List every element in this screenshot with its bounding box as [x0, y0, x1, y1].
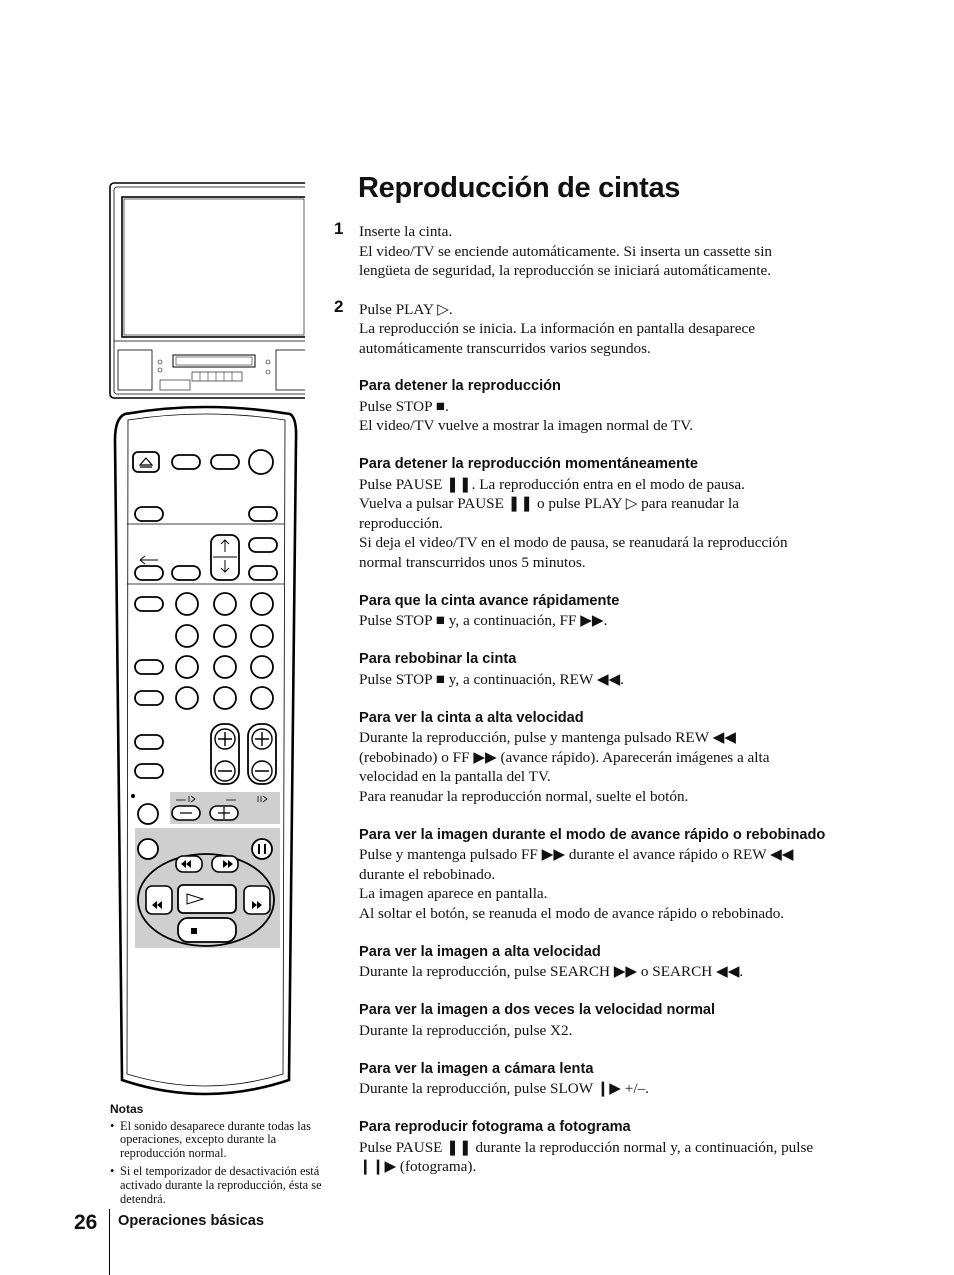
step-text: lengüeta de seguridad, la reproducción se iniciará automáticamente. [359, 262, 771, 279]
section-text: reproducción. [359, 514, 443, 532]
section-text: Vuelva a pulsar PAUSE ❚❚ o pulse PLAY ▷ para reanudar la [359, 495, 739, 512]
section-high-speed-tape [359, 709, 919, 807]
section-heading: Para ver la imagen a alta velocidad [359, 943, 601, 960]
section-text: (rebobinado) o FF ▶▶ (avance rápido). Aparecerán imágenes a alta [359, 748, 770, 766]
section-text: Al soltar el botón, se reanuda el modo de avance rápido o rebobinado. [359, 904, 785, 922]
section-text: El video/TV vuelve a mostrar la imagen normal de TV. [359, 417, 694, 434]
tv-and-remote-illustration [105, 178, 305, 1103]
tv-vcr-unit [110, 183, 305, 398]
section-text: normal transcurridos unos 5 minutos. [359, 553, 586, 571]
section-text: Si deja el video/TV en el modo de pausa, se reanudará la reproducción [359, 534, 788, 551]
notes-list [110, 1120, 328, 1207]
section-text: Pulse STOP ■ y, a continuación, REW ◀◀. [359, 670, 624, 688]
step-number: 1 [334, 219, 344, 238]
step-1 [334, 219, 919, 281]
section-pause [359, 455, 919, 572]
section-heading: Para rebobinar la cinta [359, 651, 517, 667]
section-text: Pulse STOP ■ y, a continuación, FF ▶▶. [359, 612, 608, 629]
section-text: Pulse STOP ■. [359, 397, 449, 415]
main-content [334, 219, 919, 1196]
section-text: ❙❙▶ (fotograma). [359, 1158, 477, 1175]
step-text: automáticamente transcurridos varios segundos. [359, 339, 651, 357]
section-stop [359, 377, 919, 436]
section-heading: Para ver la cinta a alta velocidad [359, 709, 584, 726]
notes-box [110, 1103, 328, 1211]
section-slow-motion [359, 1060, 919, 1099]
section-heading: Para reproducir fotograma a fotograma [359, 1119, 631, 1135]
section-frame-by-frame [359, 1118, 919, 1177]
footer-section-name: Operaciones básicas [118, 1213, 265, 1229]
section-text: La imagen aparece en pantalla. [359, 885, 548, 902]
step-text: La reproducción se inicia. La información en pantalla desaparece [359, 320, 755, 337]
section-heading: Para ver la imagen a dos veces la velocidad normal [359, 1002, 716, 1018]
section-text: Durante la reproducción, pulse y mantenga pulsado REW ◀◀ [359, 729, 736, 746]
section-heading: Para que la cinta avance rápidamente [359, 592, 620, 609]
section-rewind [359, 650, 919, 689]
section-text: Durante la reproducción, pulse SEARCH ▶▶ o SEARCH ◀◀. [359, 963, 744, 980]
page-title: Reproducción de cintas [358, 172, 681, 204]
section-text: Para reanudar la reproducción normal, suelte el botón. [359, 787, 689, 805]
section-text: Durante la reproducción, pulse X2. [359, 1021, 573, 1039]
section-picture-during-ff-rew [359, 826, 919, 924]
footer-divider [109, 1209, 110, 1275]
remote-control [115, 407, 296, 1094]
note-item: • Si el temporizador de desactivación está activado durante la reproducción, ésta se detendrá. [110, 1165, 328, 1206]
page-number: 26 [74, 1211, 98, 1234]
step-2 [334, 296, 919, 359]
section-x2 [359, 1001, 919, 1040]
section-heading: Para detener la reproducción [359, 378, 561, 394]
section-text: velocidad en la pantalla del TV. [359, 768, 551, 785]
section-text: Durante la reproducción, pulse SLOW ❙▶ +/–. [359, 1080, 649, 1097]
section-heading: Para ver la imagen a cámara lenta [359, 1060, 594, 1077]
section-fast-forward [359, 592, 919, 631]
section-heading: Para ver la imagen durante el modo de avance rápido o rebobinado [359, 826, 826, 843]
section-text: Pulse PAUSE ❚❚ durante la reproducción normal y, a continuación, pulse [359, 1138, 814, 1156]
note-item: • El sonido desaparece durante todas las operaciones, excepto durante la reproducción normal. [110, 1120, 328, 1161]
section-text: durante el rebobinado. [359, 865, 496, 883]
section-text: Pulse PAUSE ❚❚. La reproducción entra en el modo de pausa. [359, 475, 745, 493]
step-text: Inserte la cinta. [359, 223, 453, 240]
step-text: El video/TV se enciende automáticamente. Si inserta un cassette sin [359, 242, 773, 260]
section-search [359, 943, 919, 982]
step-number: 2 [334, 296, 344, 316]
section-heading: Para detener la reproducción momentáneamente [359, 456, 699, 472]
section-text: Pulse y mantenga pulsado FF ▶▶ durante el avance rápido o REW ◀◀ [359, 846, 794, 863]
notes-heading: Notas [110, 1102, 144, 1116]
step-text: Pulse PLAY ▷. [359, 300, 453, 318]
